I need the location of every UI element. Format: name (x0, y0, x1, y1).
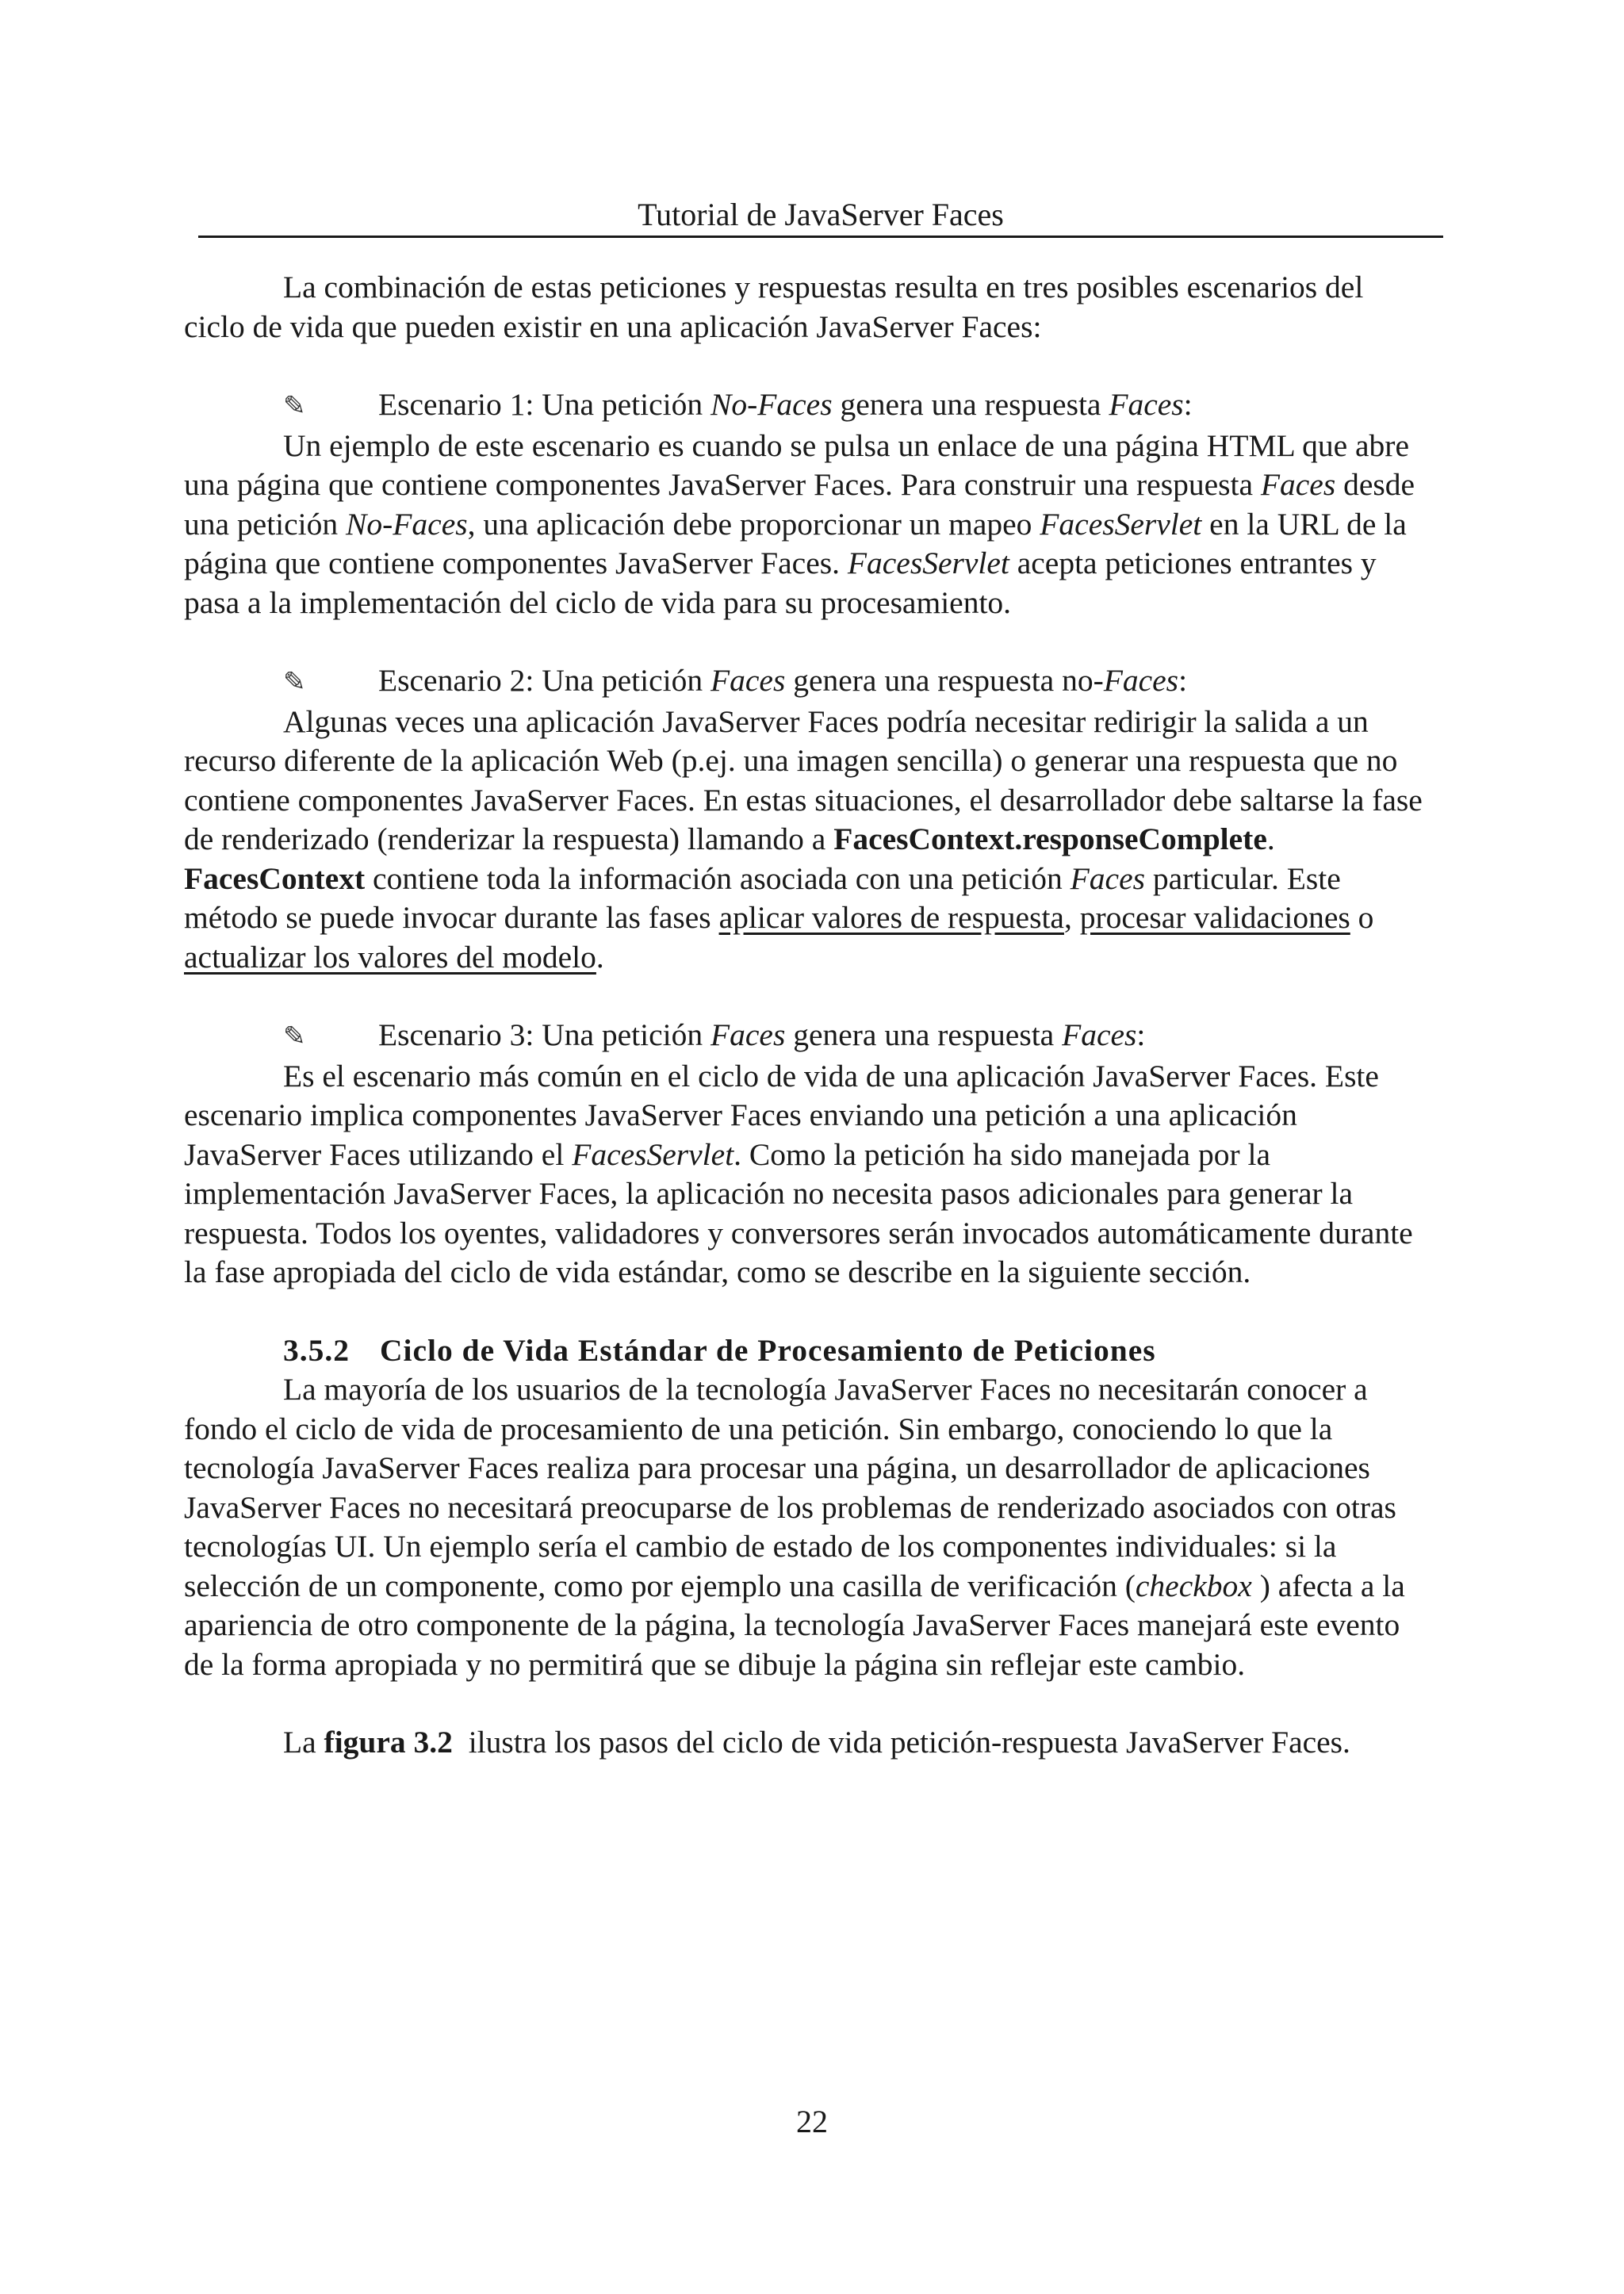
section-heading: 3.5.2 Ciclo de Vida Estándar de Procesamiento de Peticiones (283, 1332, 1156, 1368)
scenario-3-heading: ✎ Escenario 3: Una petición Faces genera una respuesta Faces: (184, 1016, 1429, 1057)
document-body (184, 268, 1429, 1763)
pencil-icon: ✎ (283, 390, 306, 422)
scenario-1-heading: ✎ Escenario 1: Una petición No-Faces genera una respuesta Faces: (184, 385, 1429, 427)
intro-paragraph: La combinación de estas peticiones y respuestas resulta en tres posibles escenarios del ciclo de vida que pueden existir en una aplicación JavaServer Faces: (184, 270, 1364, 344)
scenario-3-paragraph: Es el escenario más común en el ciclo de vida de una aplicación JavaServer Faces. Este escenario implica componentes JavaServer Faces enviando una petición a una aplicación JavaServer Faces utilizando el FacesServlet. Como la petición ha sido manejada por la implementación JavaServer Faces, la aplicación no necesita pasos adicionales para generar la respuesta. Todos los oyentes, validadores y conversores serán invocados automáticamente durante la fase apropiada del ciclo de vida estándar, como se describe en la siguiente sección. (184, 1058, 1413, 1289)
running-header: Tutorial de JavaServer Faces (638, 197, 1004, 232)
scenario-1-paragraph: Un ejemplo de este escenario es cuando se pulsa un enlace de una página HTML que abre una página que contiene componentes JavaServer Faces. Para construir una respuesta Faces desde una petición No-Faces, una aplicación debe proporcionar un mapeo FacesServlet en la URL de la página que contiene componentes JavaServer Faces. FacesServlet acepta peticiones entrantes y pasa a la implementación del ciclo de vida para su procesamiento. (184, 427, 1415, 620)
page-number: 22 (796, 2104, 828, 2139)
pencil-icon: ✎ (283, 666, 306, 698)
header-rule (198, 236, 1443, 238)
link-procesar-validaciones[interactable]: procesar validaciones (1079, 900, 1350, 935)
link-actualizar-valores[interactable]: actualizar los valores del modelo (184, 939, 596, 975)
scenario-2-paragraph: Algunas veces una aplicación JavaServer Faces podría necesitar redirigir la salida a un recurso diferente de la aplicación Web (p.ej. una imagen sencilla) o generar una respuesta que no contiene componentes JavaServer Faces. En estas situaciones, el desarrollador debe saltarse la fase de renderizado (renderizar la respuesta) llamando a FacesContext.responseComplete. FacesContext contiene toda la información asociada con una petición Faces particular. Este método se puede invocar durante las fases aplicar valores de respuesta, procesar validaciones o actualizar los valores del modelo. (184, 703, 1423, 975)
scenario-2-heading: ✎ Escenario 2: Una petición Faces genera una respuesta no-Faces: (184, 661, 1429, 703)
section-paragraph: La mayoría de los usuarios de la tecnología JavaServer Faces no necesitarán conocer a fondo el ciclo de vida de procesamiento de una petición. Sin embargo, conociendo lo que la tecnología JavaServer Faces realiza para procesar una página, un desarrollador de aplicaciones JavaServer Faces no necesitará preocuparse de los problemas de renderizado asociados con otras tecnologías UI. Un ejemplo sería el cambio de estado de los componentes individuales: si la selección de un componente, como por ejemplo una casilla de verificación (checkbox ) afecta a la apariencia de otro componente de la página, la tecnología JavaServer Faces manejará este evento de la forma apropiada y no permitirá que se dibuje la página sin reflejar este cambio. (184, 1372, 1405, 1682)
link-aplicar-valores[interactable]: aplicar valores de respuesta (718, 900, 1064, 935)
pencil-icon: ✎ (283, 1021, 306, 1052)
figure-reference-paragraph: La figura 3.2 ilustra los pasos del ciclo de vida petición-respuesta JavaServer Faces. (283, 1725, 1350, 1760)
